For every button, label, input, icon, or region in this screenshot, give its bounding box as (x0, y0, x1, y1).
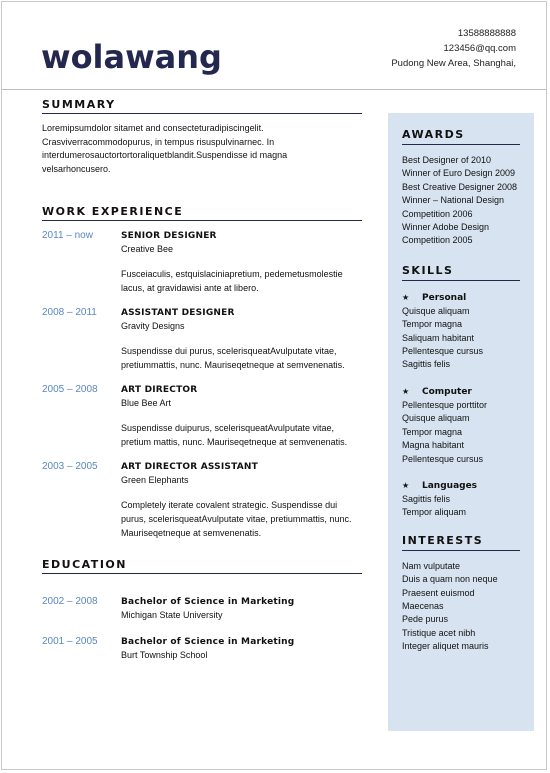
education-years: 2001 – 2005 (42, 636, 98, 647)
skill-item: Tempor magna (402, 426, 463, 437)
skill-group-heading (402, 479, 520, 493)
job-entry (42, 461, 362, 540)
interest-item: Maecenas (402, 600, 444, 611)
skill-list (402, 399, 520, 466)
education-heading: EDUCATION (42, 558, 362, 574)
award-item: Best Creative Designer 2008 (402, 181, 518, 192)
job-company: Gravity Designs (121, 321, 185, 331)
interest-item: Pede purus (402, 614, 449, 625)
skill-item: Quisque aliquam (402, 413, 470, 424)
job-description (121, 344, 362, 372)
job-entry (42, 384, 362, 449)
resume-name: wolawang (41, 38, 222, 76)
award-item: Best Designer of 2010 (402, 155, 492, 165)
desc-line: Mauriseqetneque at semvenenatis. (121, 528, 262, 538)
sidebar (388, 113, 534, 731)
job-description (121, 267, 362, 295)
education-years: 2002 – 2008 (42, 596, 98, 607)
job-description (121, 421, 362, 449)
skill-item: Sagittis felis (402, 359, 451, 370)
job-entry (42, 307, 362, 372)
award-item: Winner of Euro Design 2009 (402, 168, 516, 179)
interest-item: Duis a quam non neque (402, 574, 498, 585)
job-years: 2003 – 2005 (42, 461, 98, 472)
job-years: 2005 – 2008 (42, 384, 98, 395)
education-entry (42, 636, 362, 664)
desc-line: Completely iterate covalent strategic. Suspendisse dui (121, 500, 338, 510)
job-company: Green Elephants (121, 475, 189, 485)
header-divider (2, 89, 546, 90)
summary-line: Loremipsumdolor sitamet and consecteturadipiscingelit. (42, 123, 264, 133)
summary-heading: SUMMARY (42, 98, 362, 114)
desc-line: lacus, at gravidawisi ante at libero. (121, 283, 259, 293)
interest-item: Integer aliquet mauris (402, 641, 489, 652)
skill-group-heading (402, 385, 520, 399)
skill-item: Sagittis felis (402, 493, 451, 504)
skills-heading: SKILLS (402, 264, 520, 281)
school-name: Michigan State University (121, 610, 223, 620)
star-icon: ★ (402, 386, 410, 396)
desc-line: Suspendisse duipurus, scelerisqueatAvulputate vitae, (121, 423, 334, 433)
award-item: Winner – National Design (402, 195, 505, 206)
interest-item: Tristique acet nibh (402, 627, 476, 638)
education-entry (42, 596, 362, 624)
work-experience-heading: WORK EXPERIENCE (42, 205, 362, 221)
interest-item: Praesent euismod (402, 587, 475, 598)
job-years: 2008 – 2011 (42, 307, 97, 318)
skill-item: Saliquam habitant (402, 332, 475, 343)
degree-title: Bachelor of Science in Marketing (121, 597, 295, 607)
interests-list (402, 560, 520, 654)
skill-group-name: Personal (422, 292, 467, 303)
awards-list (402, 154, 520, 248)
skill-list (402, 305, 520, 372)
skill-item: Magna habitant (402, 440, 465, 451)
skill-item: Tempor magna (402, 319, 463, 330)
main-column (42, 98, 362, 664)
job-title: ART DIRECTOR (121, 385, 198, 395)
school-name: Burt Township School (121, 650, 208, 660)
awards-heading: AWARDS (402, 128, 520, 145)
skill-group-heading (402, 291, 520, 305)
resume-page (1, 1, 547, 770)
award-item: Competition 2005 (402, 235, 473, 246)
summary-line: interdumerosauctortortoraliquetblandit.Suspendisse id magna (42, 150, 288, 160)
star-icon: ★ (402, 480, 410, 490)
skill-item: Pellentesque cursus (402, 346, 484, 357)
postal-address: Pudong New Area, Shanghai, (391, 58, 516, 69)
star-icon: ★ (402, 292, 410, 302)
skill-item: Pellentesque cursus (402, 453, 484, 464)
skill-item: Quisque aliquam (402, 305, 470, 316)
degree-title: Bachelor of Science in Marketing (121, 637, 295, 647)
award-item: Competition 2006 (402, 208, 473, 219)
job-title: ASSISTANT DESIGNER (121, 308, 235, 318)
summary-text (42, 122, 362, 176)
skill-group-name: Languages (422, 480, 478, 491)
skill-item: Tempor aliquam (402, 507, 467, 518)
job-title: SENIOR DESIGNER (121, 231, 217, 241)
job-description (121, 498, 362, 540)
award-item: Winner Adobe Design (402, 222, 490, 233)
job-title: ART DIRECTOR ASSISTANT (121, 462, 258, 472)
job-years: 2011 – now (42, 230, 93, 241)
desc-line: pretium mattis, nunc. Mauriseqetneque at semvenenatis. (121, 437, 348, 447)
skill-group-name: Computer (422, 386, 472, 397)
email-address: 123456@qq.com (443, 43, 516, 54)
interests-heading: INTERESTS (402, 534, 520, 551)
job-company: Blue Bee Art (121, 398, 172, 408)
job-company: Creative Bee (121, 244, 174, 254)
summary-line: Crasviverracommodopurus, in tempus risuspulvinarnec. In (42, 136, 275, 147)
desc-line: Suspendisse dui purus, scelerisqueatAvulputate vitae, (121, 346, 337, 356)
desc-line: pretiummattis, nunc. Mauriseqetneque at semvenenatis. (121, 360, 345, 370)
job-entry (42, 230, 362, 295)
contact-info (391, 26, 516, 71)
skill-list (402, 493, 520, 520)
phone-number: 13588888888 (457, 28, 516, 39)
summary-line: velsarhoncusero. (42, 163, 111, 174)
desc-line: Fusceiaculis, estquislaciniapretium, pedemetusmolestie (121, 269, 343, 279)
interest-item: Nam vulputate (402, 560, 461, 571)
skill-item: Pellentesque porttitor (402, 399, 488, 410)
desc-line: purus, scelerisqueatAvulputate vitae, pretiummattis, nunc. (121, 514, 352, 524)
